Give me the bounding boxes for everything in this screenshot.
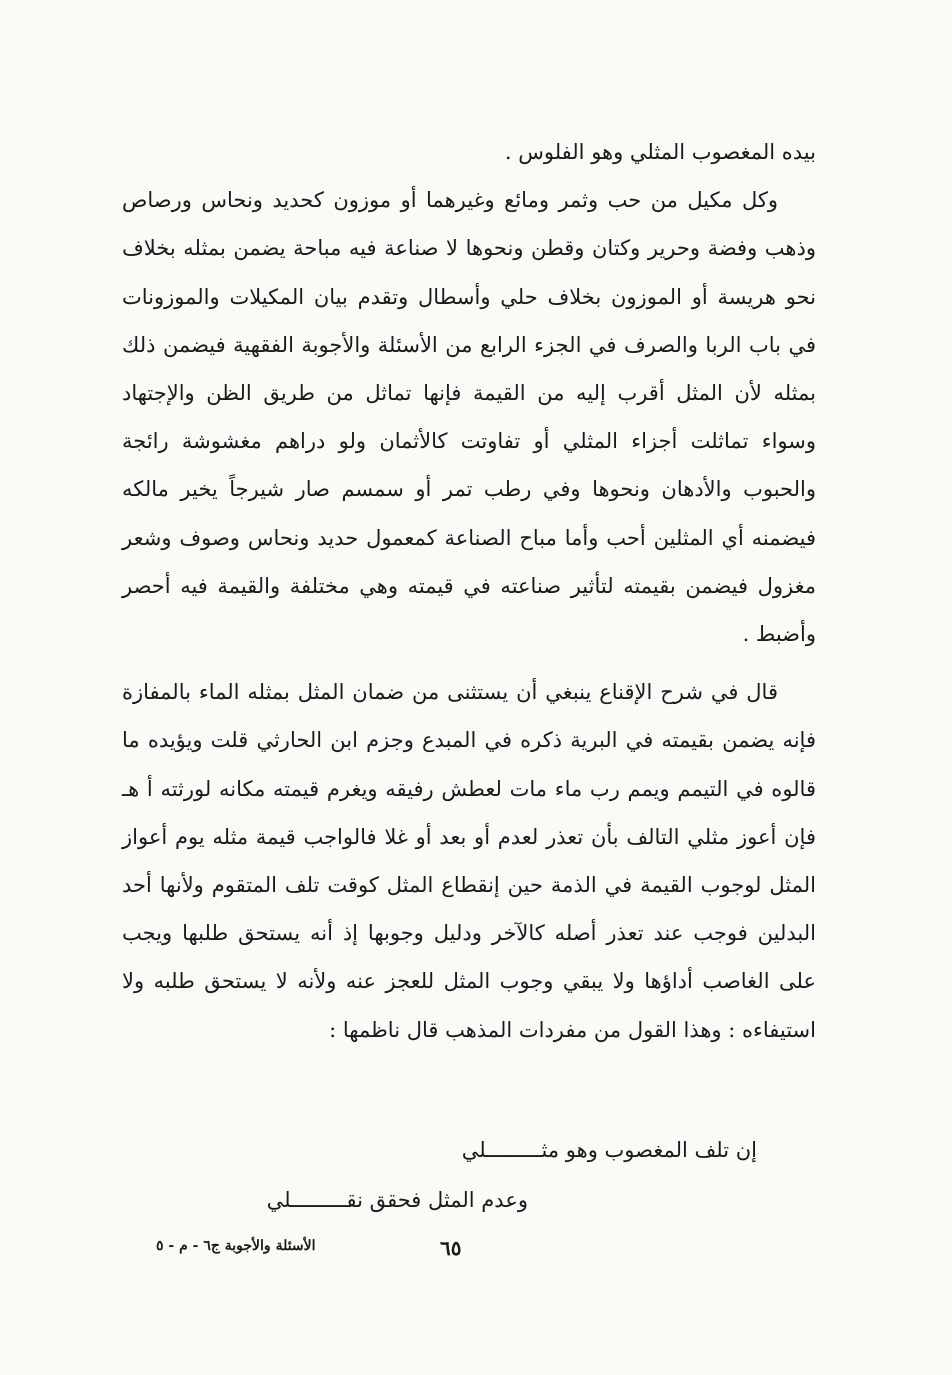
verse-line-1: إن تلف المغصوب وهو مثـــــــــلي (461, 1138, 757, 1162)
verse-line-2: وعدم المثل فحقق نقـــــــــلي (266, 1188, 528, 1212)
book-reference: الأسئلة والأجوبة ج٦ - م - ٥ (156, 1238, 316, 1254)
page-number: ٦٥ (440, 1236, 462, 1260)
body-text (122, 128, 816, 1054)
paragraph-1: بيده المغصوب المثلي وهو الفلوس . (504, 140, 816, 164)
paragraph-3: قال في شرح الإقناع ينبغي أن يستثنى من ضمان المثل بمثله الماء بالمفازة فإنه يضمن بقيمته في البرية ذكره في المبدع وجزم ابن الحارثي قلت ويؤيده ما قالوه في التيمم ويمم رب ماء مات لعطش رفيقه ويغرم قيمته مكانه لورثته أ هـ فإن أعوز مثلي التالف بأن تعذر لعدم أو بعد أو غلا فالواجب قيمة مثله يوم أعواز المثل لوجوب القيمة في الذمة حين إنقطاع المثل كوقت تلف المتقوم ولأنها أحد البدلين فوجب عند تعذر أصله كالآخر ودليل وجوبها إذ أنه يستحق طلبها ويجب على الغاصب أداؤها ولا يبقي وجوب المثل للعجز عنه ولأنه لا يستحق طلبه ولا استيفاءه : وهذا القول من مفردات المذهب قال ناظمها : (122, 680, 816, 1042)
paragraph-2: وكل مكيل من حب وثمر ومائع وغيرهما أو موزون كحديد ونحاس ورصاص وذهب وفضة وحرير وكتان وقطن ونحوها لا صناعة فيه مباحة يضمن بمثله بخلاف نحو هريسة أو الموزون بخلاف حلي وأسطال وتقدم بيان المكيلات والموزونات في باب الربا والصرف في الجزء الرابع من الأسئلة والأجوبة الفقهية فيضمن ذلك بمثله لأن المثل أقرب إليه من القيمة فإنها تماثل من طريق الظن والإجتهاد وسواء تماثلت أجزاء المثلي أو تفاوتت كالأثمان ولو دراهم مغشوشة رائجة والحبوب والأدهان ونحوها وفي رطب تمر أو سمسم صار شيرجاً يخير مالكه فيضمنه أي المثلين أحب وأما مباح الصناعة كمعمول حديد ونحاس وصوف وشعر مغزول فيضمن بقيمته لتأثير صناعته في قيمته وهي مختلفة والقيمة فيه أحصر وأضبط . (122, 188, 816, 647)
